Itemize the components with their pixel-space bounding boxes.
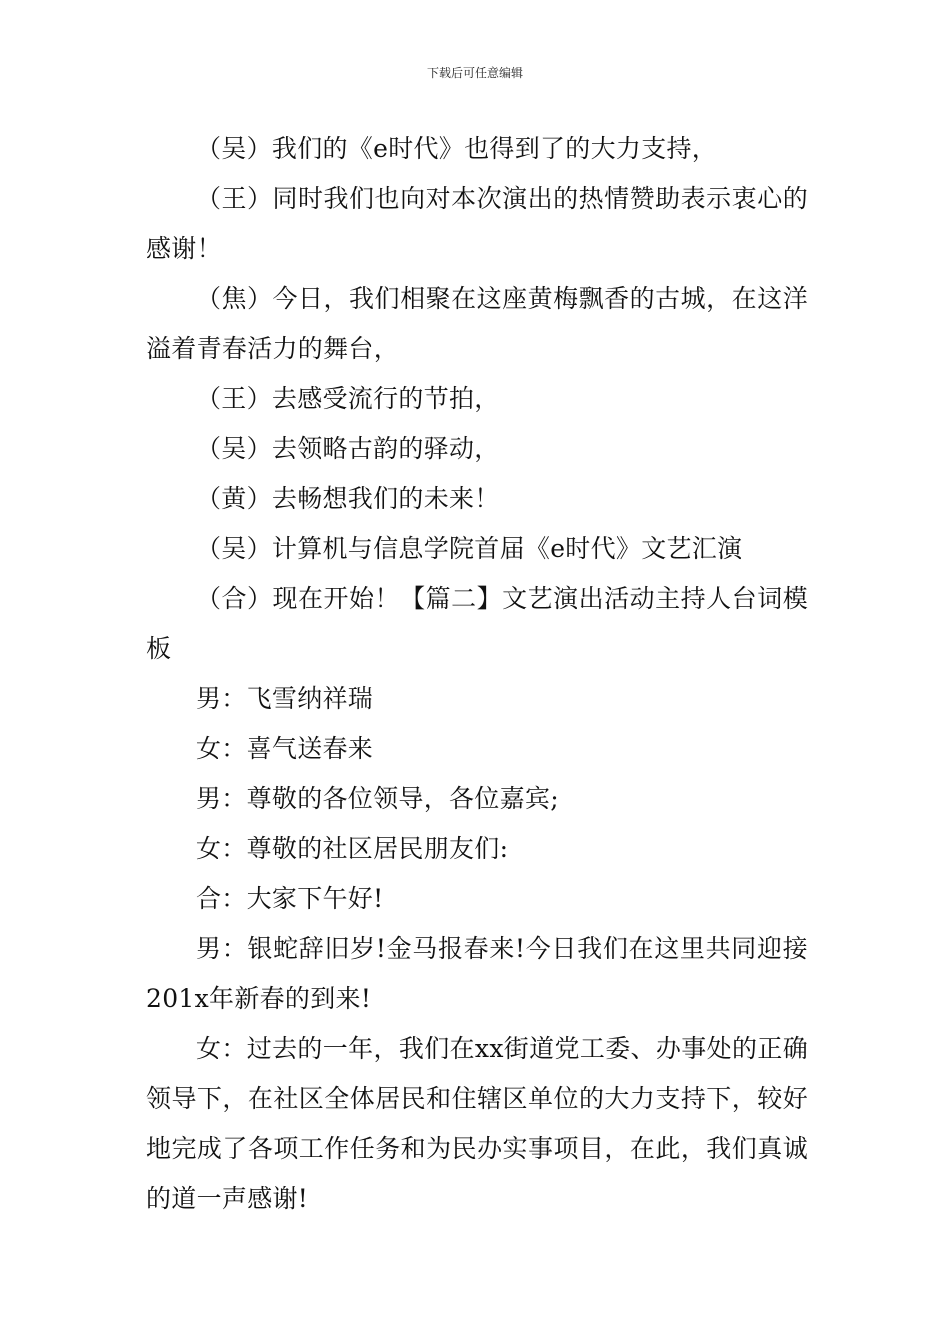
paragraph: 男：尊敬的各位领导，各位嘉宾; — [196, 784, 559, 813]
paragraph: （王）去感受流行的节拍， — [196, 384, 500, 413]
paragraph: 女：过去的一年，我们在xx街道党工委、办事处的正确领导下，在社区全体居民和住辖区单位的大力支持下，较好地完成了各项工作任务和为民办实事项目，在此，我们真诚的道一声感谢! — [146, 1034, 808, 1213]
paragraph: 男：银蛇辞旧岁!金马报春来!今日我们在这里共同迎接201x年新春的到来! — [146, 934, 808, 1013]
paragraph: 合：大家下午好! — [196, 884, 384, 913]
paragraph: （王）同时我们也向对本次演出的热情赞助表示衷心的感谢！ — [146, 184, 808, 263]
paragraph: （吴）去领略古韵的驿动， — [196, 434, 500, 463]
paragraph: （黄）去畅想我们的未来！ — [196, 484, 500, 513]
paragraph: （吴）我们的《e时代》也得到了的大力支持， — [196, 134, 718, 163]
paragraph: （吴）计算机与信息学院首届《e时代》文艺汇演 — [196, 534, 743, 563]
document-body — [146, 124, 808, 1224]
paragraph: 女：尊敬的社区居民朋友们: — [196, 834, 509, 863]
paragraph: 男：飞雪纳祥瑞 — [196, 684, 374, 713]
paragraph: 女：喜气送春来 — [196, 734, 374, 763]
page-header: 下载后可任意编辑 — [426, 66, 523, 80]
paragraph: （合）现在开始！【篇二】文艺演出活动主持人台词模板 — [146, 584, 808, 663]
paragraph: （焦）今日，我们相聚在这座黄梅飘香的古城，在这洋溢着青春活力的舞台， — [146, 284, 808, 363]
